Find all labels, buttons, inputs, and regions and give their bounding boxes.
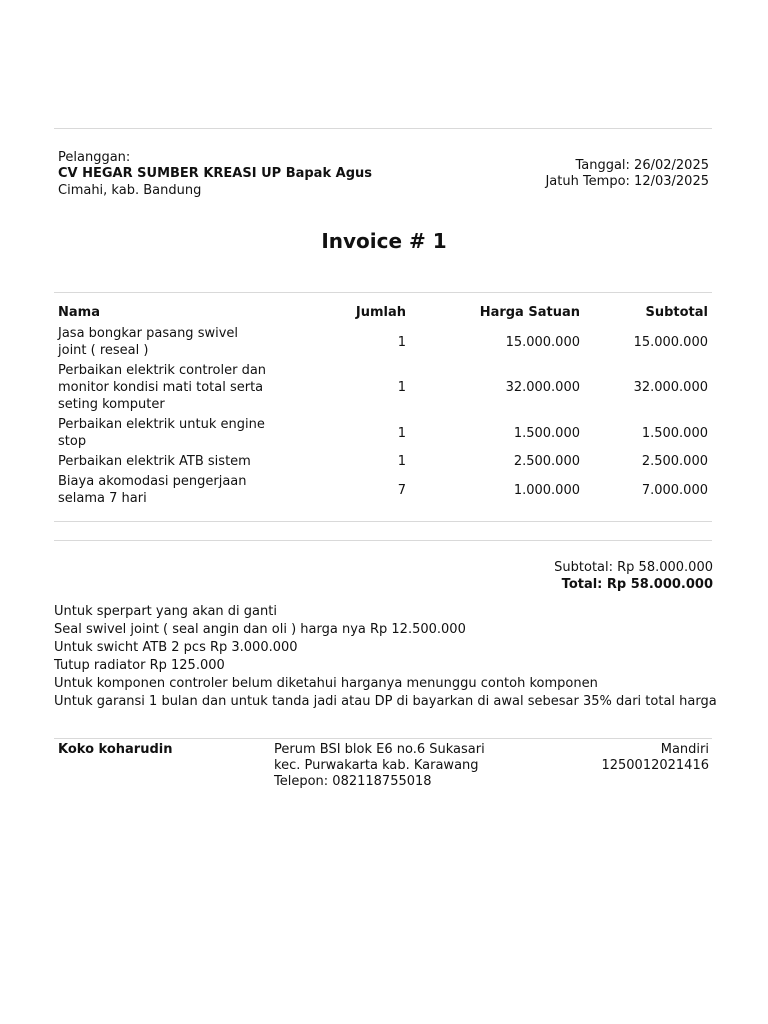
customer-name: CV HEGAR SUMBER KREASI UP Bapak Agus xyxy=(58,166,372,181)
customer-label: Pelanggan: xyxy=(58,150,131,165)
total-amount: Total: Rp 58.000.000 xyxy=(561,577,713,592)
table-bottom-divider xyxy=(54,521,712,522)
top-divider xyxy=(54,128,712,129)
item-price: 15.000.000 xyxy=(505,334,580,350)
note-line: Untuk swicht ATB 2 pcs Rp 3.000.000 xyxy=(54,640,298,655)
item-name: Biaya akomodasi pengerjaan selama 7 hari xyxy=(58,474,247,506)
invoice-items-table xyxy=(54,300,712,509)
item-price: 1.500.000 xyxy=(513,425,580,441)
item-name: Perbaikan elektrik ATB sistem xyxy=(58,454,251,469)
header-harga-satuan: Harga Satuan xyxy=(479,304,580,320)
sender-phone: Telepon: 082118755018 xyxy=(274,774,432,789)
table-row xyxy=(54,415,712,452)
item-price: 2.500.000 xyxy=(513,454,580,469)
totals-divider xyxy=(54,540,712,541)
notes-section xyxy=(54,603,724,711)
note-line: Untuk garansi 1 bulan dan untuk tanda jadi atau DP di bayarkan di awal sebesar 35% dari total harga xyxy=(54,694,717,709)
sender-address-line1: Perum BSI blok E6 no.6 Sukasari xyxy=(274,742,485,757)
subtotal-amount: Subtotal: Rp 58.000.000 xyxy=(554,560,713,575)
item-qty: 1 xyxy=(397,454,406,469)
header-jumlah: Jumlah xyxy=(355,304,406,320)
item-price: 32.000.000 xyxy=(505,380,580,395)
note-line: Seal swivel joint ( seal angin dan oli ) harga nya Rp 12.500.000 xyxy=(54,622,466,637)
item-subtotal: 1.500.000 xyxy=(641,425,708,441)
item-qty: 7 xyxy=(397,482,406,498)
item-name: Perbaikan elektrik untuk engine stop xyxy=(58,417,265,449)
bank-name: Mandiri xyxy=(660,742,709,757)
note-line: Tutup radiator Rp 125.000 xyxy=(54,658,225,673)
table-row xyxy=(54,472,712,509)
item-subtotal: 32.000.000 xyxy=(633,380,708,395)
invoice-due-date: Jatuh Tempo: 12/03/2025 xyxy=(545,174,709,189)
sender-address-line2: kec. Purwakarta kab. Karawang xyxy=(274,758,479,773)
table-row xyxy=(54,452,712,472)
item-subtotal: 7.000.000 xyxy=(641,482,708,498)
table-top-divider xyxy=(54,292,712,293)
invoice-date: Tanggal: 26/02/2025 xyxy=(575,158,709,173)
item-subtotal: 15.000.000 xyxy=(633,334,708,350)
item-qty: 1 xyxy=(397,425,406,441)
header-nama: Nama xyxy=(58,304,100,320)
table-row xyxy=(54,361,712,415)
note-line: Untuk sperpart yang akan di ganti xyxy=(54,604,277,619)
header-subtotal: Subtotal xyxy=(645,304,708,320)
note-line: Untuk komponen controler belum diketahui harganya menunggu contoh komponen xyxy=(54,676,598,691)
item-subtotal: 2.500.000 xyxy=(641,454,708,469)
table-header-row xyxy=(54,300,712,324)
table-row xyxy=(54,324,712,361)
invoice-title: Invoice # 1 xyxy=(321,229,447,253)
item-qty: 1 xyxy=(397,334,406,350)
footer-divider xyxy=(54,738,712,739)
item-qty: 1 xyxy=(397,380,406,395)
customer-address: Cimahi, kab. Bandung xyxy=(58,183,202,198)
sender-name: Koko koharudin xyxy=(58,742,173,757)
item-name: Jasa bongkar pasang swivel joint ( reseal ) xyxy=(58,326,239,358)
item-price: 1.000.000 xyxy=(513,482,580,498)
item-name: Perbaikan elektrik controler dan monitor kondisi mati total serta seting komputer xyxy=(58,363,267,412)
bank-account: 1250012021416 xyxy=(601,758,709,773)
